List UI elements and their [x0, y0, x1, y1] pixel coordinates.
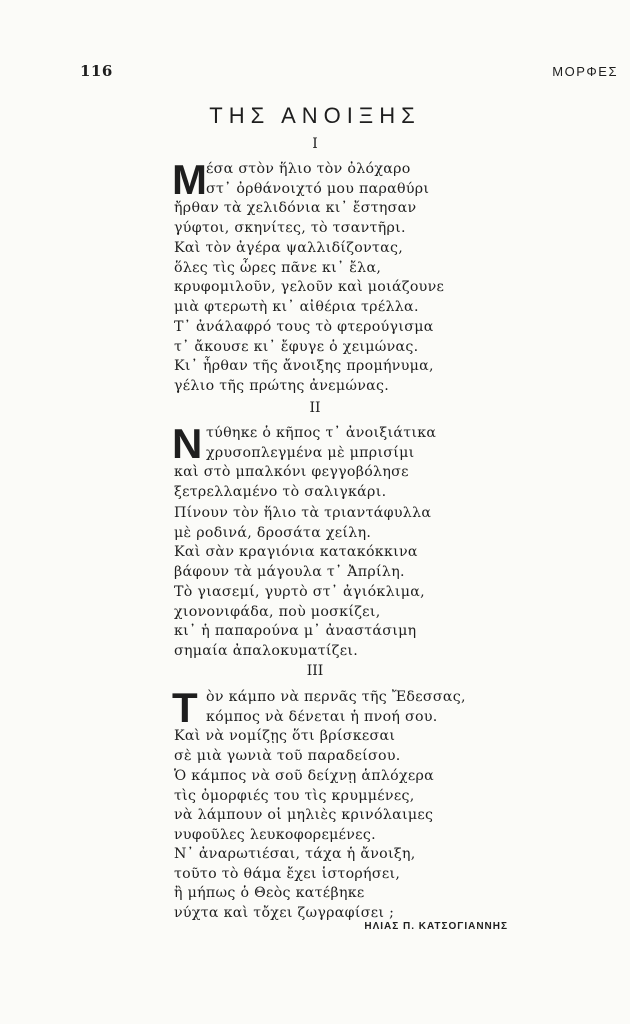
poem-line: τὶς ὀμορφιές του τὶς κρυμμένες, [174, 787, 415, 804]
stanza-3-2 [174, 767, 494, 845]
poem-line: ἢ μήπως ὁ Θεὸς κατέβηκε [174, 885, 365, 901]
poem-line: κι᾿ ἡ παπαρούνα μ᾿ ἀναστάσιμη [174, 623, 417, 639]
stanza-1-1 [172, 156, 494, 238]
poem-line: στ᾿ ὀρθάνοιχτό μου παραθύρι [206, 180, 430, 197]
poem-line: τ᾿ ἄκουσε κι᾿ ἔφυγε ὁ χειμώνας. [174, 338, 419, 355]
poem-line: ἤρθαν τὰ χελιδόνια κι᾿ ἔστησαν [174, 200, 417, 216]
dropcap: Τ [172, 684, 198, 731]
poem-line: καὶ στὸ μπαλκόνι φεγγοβόλησε [174, 464, 409, 480]
poem-line: μιὰ φτερωτὴ κι᾿ αἰθέρια τρέλλα. [174, 298, 419, 315]
poem-line: Καὶ τὸν ἀγέρα ψαλλιδίζοντας, [174, 240, 404, 256]
poem-line: ὅλες τὶς ὧρες πᾶνε κι᾿ ἔλα, [174, 259, 382, 276]
page-number: 116 [80, 62, 113, 80]
poem-line: Καὶ σὰν κραγιόνια κατακόκκινα [174, 544, 418, 560]
running-head: ΜΟΡΦΕΣ [552, 64, 618, 79]
poem-line: μὲ ροδινά, δροσάτα χείλη. [174, 524, 372, 541]
poem-line: κόμπος νὰ δένεται ἡ πνοή σου. [206, 708, 438, 725]
dropcap: Μ [172, 156, 207, 203]
poem-line: Καὶ νὰ νομίζῃς ὅτι βρίσκεσαι [174, 728, 396, 744]
stanza-2-1 [172, 420, 494, 502]
stanza-2-2 [174, 504, 494, 582]
poem-line: Ὁ κάμπος νὰ σοῦ δείχνῃ ἁπλόχερα [174, 768, 435, 784]
poem-line: Τ᾿ ἀνάλαφρό τους τὸ φτερούγισμα [174, 319, 434, 335]
poem-line: ξετρελλαμένο τὸ σαλιγκάρι. [174, 483, 387, 500]
stanza-2-3 [174, 583, 494, 661]
poem-line: Κι᾿ ἦρθαν τῆς ἄνοιξης προμήνυμα, [174, 358, 434, 374]
poem-line: νύχτα καὶ τὄχει ζωγραφίσει ; [174, 904, 395, 921]
poem-line: νὰ λάμπουν οἱ μηλιὲς κρινόλαιμες [174, 807, 434, 823]
section-numeral-1: I [312, 136, 318, 152]
author-signature: ΗΛΙΑΣ Π. ΚΑΤΣΟΓΙΑΝΝΗΣ [364, 921, 508, 932]
poem-title: ΤΗΣ ΑΝΟΙΞΗΣ [209, 103, 421, 128]
poem-line: Ν᾿ ἀναρωτιέσαι, τάχα ἡ ἄνοιξη, [174, 846, 416, 862]
poem-line: χιονονιφάδα, ποὺ μοσκίζει, [174, 603, 381, 620]
poem-line: γύφτοι, σκηνίτες, τὸ τσαντῆρι. [174, 219, 406, 236]
dropcap: Ν [172, 420, 203, 467]
poem-line: χρυσοπλεγμένα μὲ μπρισίμι [206, 444, 415, 461]
poem-line: ὸν κάμπο νὰ περνᾶς τῆς Ἔδεσσας, [206, 689, 466, 705]
poem-line: Τὸ γιασεμί, γυρτὸ στ᾿ ἀγιόκλιμα, [174, 584, 425, 600]
poem-line: Πίνουν τὸν ἥλιο τὰ τριαντάφυλλα [174, 505, 432, 521]
poem-line: κρυφομιλοῦν, γελοῦν καὶ μοιάζουνε [174, 279, 445, 295]
poem-line: τοῦτο τὸ θάμα ἔχει ἱστορήσει, [174, 865, 401, 882]
poem-line: τύθηκε ὁ κῆπος τ᾿ ἀνοιξιάτικα [206, 425, 437, 441]
poem-line: σημαία ἀπαλοκυματίζει. [174, 642, 359, 659]
section-numeral-2: II [309, 400, 321, 416]
poem-line: βάφουν τὰ μάγουλα τ᾿ Ἀπρίλη. [174, 563, 405, 580]
poem-line: έσα στὸν ἥλιο τὸν ὀλόχαρο [206, 161, 411, 177]
stanza-3-3 [174, 845, 494, 923]
poem-line: σὲ μιὰ γωνιὰ τοῦ παραδείσου. [174, 747, 401, 764]
poem-line: νυφοῦλες λευκοφορεμένες. [174, 826, 376, 843]
stanza-1-2 [174, 239, 494, 317]
section-numeral-3: III [306, 663, 324, 679]
stanza-3-1 [172, 684, 494, 766]
stanza-1-3 [174, 318, 494, 396]
poem-line: γέλιο τῆς πρώτης ἀνεμώνας. [174, 377, 390, 394]
